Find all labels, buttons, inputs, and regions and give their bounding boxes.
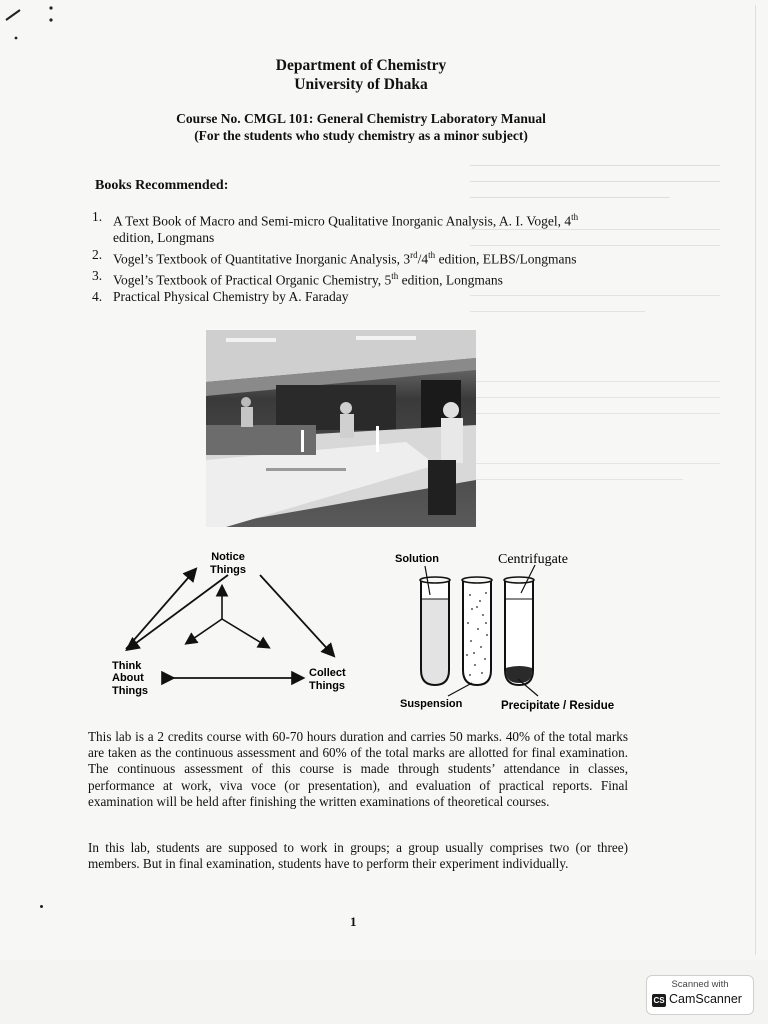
camscanner-logo-icon: CS [653, 996, 665, 1005]
list-item: 2. Vogel’s Textbook of Quantitative Inorganic Analysis, 3rd/4th edition, ELBS/Longmans [92, 246, 577, 266]
precipitate-label: Precipitate / Residue [501, 700, 615, 712]
paragraph: This lab is a 2 credits course with 60-70 hours duration and carries 50 marks. 40% of the total marks are taken as the continuous assessment and 60% of the total marks are allotted for final examination. The continuous assessment of this course is made through students’ attendance in classes, performance at work, viva voce (or presentation), and evaluation of practical reports. Final examination will be held after finishing the written examinations of theoretical courses. [88, 729, 628, 809]
think-label: Think [112, 660, 142, 672]
bleed-through-texture [470, 150, 720, 486]
solution-label: Solution [395, 553, 439, 565]
page-number: 1 [350, 914, 357, 929]
test-tubes-illustration [420, 565, 538, 696]
laboratory-photo [206, 330, 476, 527]
think-label: About [112, 672, 144, 684]
collect-label: Collect [309, 667, 346, 679]
scan-edge-mark [755, 5, 756, 955]
books-heading: Books Recommended: [95, 178, 229, 193]
scan-dot [40, 905, 43, 908]
list-item: 3. Vogel’s Textbook of Practical Organic Chemistry, 5th edition, Longmans [92, 267, 503, 287]
course-title: Course No. CMGL 101: General Chemistry Laboratory Manual (For the students who study chemistry as a minor subject) [176, 111, 546, 143]
suspension-label: Suspension [400, 698, 463, 710]
think-label: Things [112, 685, 149, 697]
books-list [92, 209, 652, 305]
list-item: 4. Practical Physical Chemistry by A. Faraday [92, 288, 349, 304]
list-item: 1. A Text Book of Macro and Semi-micro Qualitative Inorganic Analysis, A. I. Vogel, 4th edition, Longmans [92, 209, 579, 245]
department-title: Department of Chemistry University of Dhaka [275, 57, 447, 93]
centrifugate-label: Centrifugate [498, 552, 568, 567]
corner-mark-icon [4, 2, 64, 42]
notice-label: Things [209, 564, 247, 576]
collect-label: Things [309, 680, 346, 692]
notice-label: Notice [211, 551, 245, 563]
diagram [100, 545, 660, 720]
paragraph: In this lab, students are supposed to work in groups; a group usually comprises two (or three) members. But in final examination, students have to perform their experiment individually. [88, 840, 628, 872]
camscanner-watermark: Scanned with CS CamScanner [646, 975, 754, 1015]
